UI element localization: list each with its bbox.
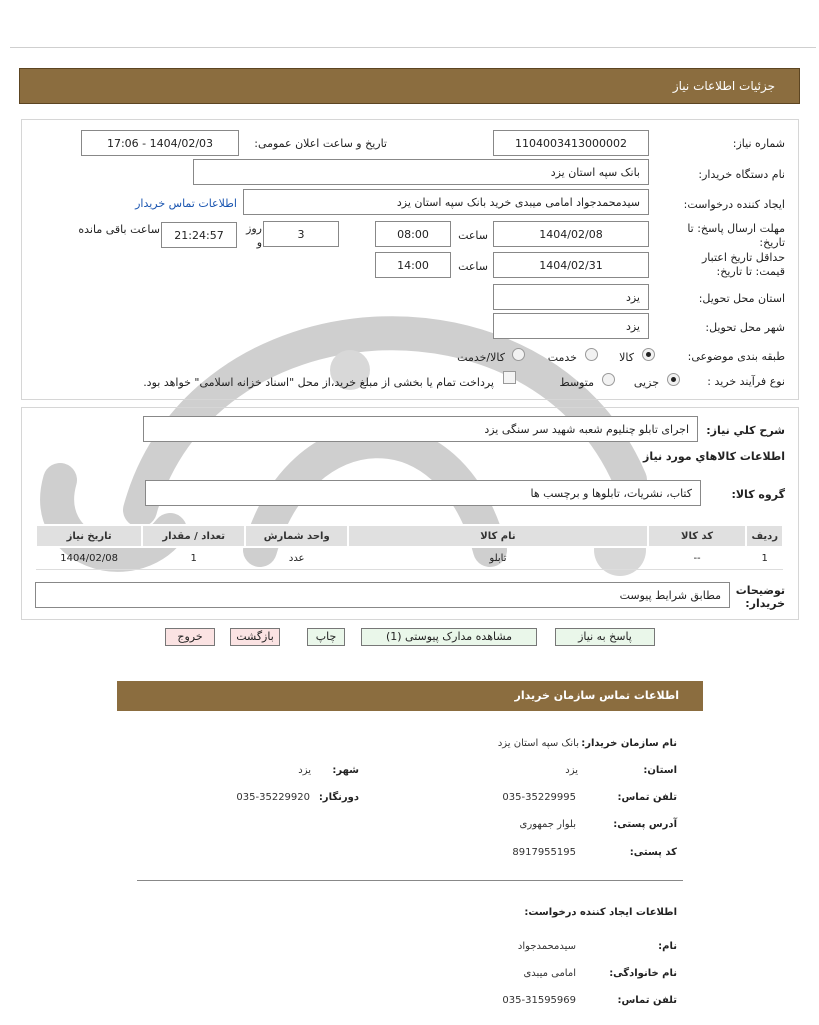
goods-group-field: کتاب، نشریات، تابلوها و برچسب ها [145, 480, 701, 506]
deadline-time-label: ساعت [458, 229, 488, 242]
creator-phone-value: 035-31595969 [502, 995, 576, 1006]
contact-fax-label: دورنگار: [318, 792, 359, 803]
contact-section-title: اطلاعات تماس سازمان خریدار [117, 681, 703, 711]
cell-date: 1404/02/08 [36, 547, 142, 569]
category-both-label: کالا/خدمت [457, 351, 505, 364]
buyer-org-label: نام دستگاه خریدار: [698, 168, 785, 181]
cell-row: 1 [746, 547, 783, 569]
buyer-notes-field: مطابق شرایط پیوست [35, 582, 730, 608]
contact-province-label: استان: [643, 765, 677, 776]
need-number-field: 1104003413000002 [493, 130, 649, 156]
contact-city-value: یزد [298, 765, 311, 776]
validity-time-label: ساعت [458, 260, 488, 273]
deadline-label: مهلت ارسال پاسخ: تا تاریخ: [687, 222, 785, 249]
contact-province-value: یزد [565, 765, 578, 776]
attachments-button[interactable]: مشاهده مدارک پیوستی (1) [361, 628, 537, 646]
process-minor-label: جزیی [633, 376, 659, 389]
category-goods-label: کالا [619, 351, 634, 364]
deadline-days-field: 3 [263, 221, 339, 247]
goods-table [35, 524, 784, 570]
col-date: تاریخ نیاز [36, 525, 142, 547]
category-service-label: خدمت [547, 351, 577, 364]
contact-postal-label: کد پستی: [629, 847, 677, 858]
remaining-label: ساعت باقی مانده [78, 223, 160, 236]
contact-address-value: بلوار جمهوری [519, 819, 576, 830]
goods-group-label: گروه کالا: [731, 488, 785, 501]
creator-family-value: امامی میبدی [523, 968, 576, 979]
need-number-label: شماره نیاز: [732, 137, 785, 150]
requester-field: سیدمحمدجواد امامی میبدی خرید بانک سپه استان یزد [243, 189, 649, 215]
validity-time-field: 14:00 [375, 252, 451, 278]
cell-name: تابلو [348, 547, 647, 569]
buyer-org-field: بانک سپه استان یزد [193, 159, 649, 185]
buyer-contact-link[interactable]: اطلاعات تماس خریدار [135, 197, 237, 210]
cell-unit: عدد [245, 547, 348, 569]
contact-fax-value: 035-35229920 [236, 792, 310, 803]
city-label: شهر محل تحویل: [705, 321, 785, 334]
goods-table-header [36, 525, 783, 547]
category-label: طبقه بندی موضوعی: [687, 350, 785, 363]
contact-city-label: شهر: [332, 765, 359, 776]
col-code: کد کالا [648, 525, 747, 547]
process-label: نوع فرآیند خرید : [707, 375, 785, 388]
cell-qty: 1 [142, 547, 245, 569]
contact-postal-value: 8917955195 [512, 847, 576, 858]
contact-divider [137, 880, 683, 881]
announce-label: تاریخ و ساعت اعلان عمومی: [254, 137, 387, 150]
creator-family-label: نام خانوادگی: [609, 968, 677, 979]
creator-phone-label: تلفن تماس: [617, 995, 677, 1006]
announce-field: 1404/02/03 - 17:06 [81, 130, 239, 156]
validity-label: حداقل تاریخ اعتبار قیمت: تا تاریخ: [701, 251, 785, 278]
province-field: یزد [493, 284, 649, 310]
process-medium-label: متوسط [559, 376, 594, 389]
goods-section-title: اطلاعات کالاهاي مورد نياز [643, 450, 785, 463]
col-unit: واحد شمارش [245, 525, 348, 547]
requester-label: ایجاد کننده درخواست: [683, 198, 785, 211]
reply-button[interactable]: پاسخ به نیاز [555, 628, 655, 646]
province-label: استان محل تحویل: [698, 292, 785, 305]
page-title: جزئیات اطلاعات نیاز [19, 68, 800, 104]
cell-code: -- [648, 547, 747, 569]
creator-section-title: اطلاعات ایجاد کننده درخواست: [524, 907, 677, 918]
back-button[interactable]: بازگشت [230, 628, 280, 646]
contact-org-value: بانک سپه استان یزد [497, 738, 579, 749]
col-row: ردیف [746, 525, 783, 547]
days-label: روز و [246, 222, 262, 249]
deadline-date-field: 1404/02/08 [493, 221, 649, 247]
buyer-notes-label: توضیحات خریدار: [735, 584, 785, 610]
contact-phone-label: تلفن تماس: [617, 792, 677, 803]
validity-date-field: 1404/02/31 [493, 252, 649, 278]
print-button[interactable]: چاپ [307, 628, 345, 646]
exit-button[interactable]: خروج [165, 628, 215, 646]
remaining-time-field: 21:24:57 [161, 222, 237, 248]
summary-field: اجرای تابلو چنلیوم شعبه شهید سر سنگی یزد [143, 416, 698, 442]
city-field: یزد [493, 313, 649, 339]
deadline-time-field: 08:00 [375, 221, 451, 247]
col-qty: تعداد / مقدار [142, 525, 245, 547]
creator-name-value: سیدمحمدجواد [517, 941, 576, 952]
contact-address-label: آدرس پستی: [613, 819, 677, 830]
contact-org-label: نام سازمان خریدار: [581, 738, 677, 749]
treasury-note: پرداخت تمام یا بخشی از مبلغ خرید،از محل "اسناد خزانه اسلامی" خواهد بود. [143, 376, 494, 389]
col-name: نام کالا [348, 525, 647, 547]
summary-label: شرح کلي نياز: [706, 424, 785, 437]
table-row [36, 547, 783, 569]
contact-phone-value: 035-35229995 [502, 792, 576, 803]
creator-name-label: نام: [658, 941, 677, 952]
